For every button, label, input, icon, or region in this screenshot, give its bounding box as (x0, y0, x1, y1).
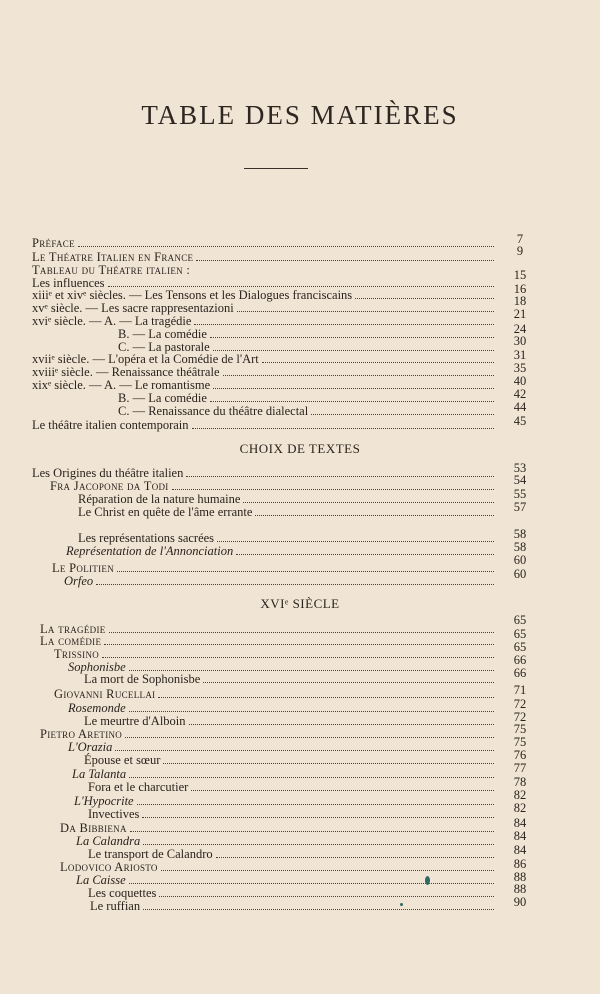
toc-entry (32, 727, 498, 741)
toc-entry-title: La Talanta (72, 767, 127, 781)
toc-entry-title: Sophonisbe (68, 660, 126, 674)
toc-entry (32, 753, 498, 767)
toc-entry-title: Orfeo (64, 574, 94, 588)
dot-leader (117, 562, 494, 572)
toc-entry-title: Le Christ en quête de l'âme errante (78, 505, 253, 519)
toc-entry-title: Invectives (88, 807, 140, 821)
toc-entry (32, 391, 498, 405)
dot-leader (243, 493, 494, 503)
dot-leader (129, 768, 494, 778)
toc-entry (32, 634, 498, 648)
toc-entry (32, 479, 498, 493)
toc-page-number: 58 (513, 540, 527, 554)
toc-page-number: 9 (516, 244, 524, 258)
dot-leader (96, 575, 494, 585)
toc-page-number: 72 (513, 710, 527, 724)
toc-entry-title: xviiᵉ siècle. — L'opéra et la Comédie de l'Art (32, 352, 259, 366)
toc-page-number: 35 (513, 361, 527, 375)
toc-page-number: 84 (513, 843, 527, 857)
dot-leader (159, 887, 494, 897)
dot-leader (236, 545, 494, 555)
toc-entry-title: Le Théatre Italien en France (32, 250, 194, 264)
toc-entry-title: C. — Renaissance du théâtre dialectal (118, 404, 309, 418)
toc-entry-title: La Calandra (76, 834, 141, 848)
toc-entry-title: Réparation de la nature humaine (78, 492, 241, 506)
dot-leader (143, 900, 494, 910)
toc-entry (32, 352, 498, 366)
toc-page-number: 66 (513, 653, 527, 667)
toc-entry (32, 687, 498, 701)
dot-leader (217, 532, 494, 542)
toc-entry-title: xiiiᵉ et xivᵉ siècles. — Les Tensons et les Dialogues franciscains (32, 288, 353, 302)
dot-leader (192, 419, 494, 429)
toc-entry (32, 860, 498, 874)
toc-entry (32, 847, 498, 861)
dot-leader (109, 623, 494, 633)
toc-page-number: 71 (513, 683, 527, 697)
toc-entry (32, 714, 498, 728)
dot-leader (78, 237, 494, 247)
toc-entry (32, 647, 498, 661)
dot-leader (129, 702, 494, 712)
toc-entry (32, 418, 498, 432)
dot-leader (108, 277, 494, 287)
toc-page-number: 65 (513, 627, 527, 641)
toc-page-number: 54 (513, 473, 527, 487)
dot-leader (129, 874, 494, 884)
toc-entry (32, 561, 498, 575)
toc-page-number: 75 (513, 735, 527, 749)
toc-page-number: 88 (513, 870, 527, 884)
dot-leader (311, 405, 494, 415)
dot-leader (237, 302, 494, 312)
dot-leader (104, 635, 494, 645)
ink-speck (425, 876, 430, 885)
toc-entry-title: Préface (32, 236, 75, 250)
dot-leader (203, 673, 494, 683)
toc-page-number: 84 (513, 829, 527, 843)
toc-entry-title: Le ruffian (90, 899, 141, 913)
toc-entry-title: Représentation de l'Annonciation (66, 544, 234, 558)
section-heading-xvi: XVIᵉ SIÈCLE (260, 596, 340, 611)
toc-entry-title: L'Orazia (68, 740, 113, 754)
dot-leader (137, 795, 494, 805)
toc-entry (32, 821, 498, 835)
toc-entry (32, 767, 498, 781)
toc-entry-title: Fra Jacopone da Todi (50, 479, 169, 493)
toc-page-number: 16 (513, 282, 527, 296)
toc-page-number: 86 (513, 857, 527, 871)
toc-entry (32, 365, 498, 379)
toc-entry (32, 531, 498, 545)
toc-entry (32, 301, 498, 315)
section-heading-choix: CHOIX DE TEXTES (239, 441, 361, 456)
toc-entry-title: Fora et le charcutier (88, 780, 189, 794)
toc-entry-title: Le meurtre d'Alboin (84, 714, 186, 728)
dot-leader (129, 661, 494, 671)
toc-entry (32, 899, 498, 913)
dot-leader (163, 754, 494, 764)
toc-entry (32, 466, 498, 480)
toc-page-number: 60 (513, 567, 527, 581)
toc-entry-title: Da Bibbiena (60, 821, 127, 835)
toc-page-number: 57 (513, 500, 527, 514)
dot-leader (172, 480, 494, 490)
toc-page-number: 40 (513, 374, 527, 388)
toc-page-number: 45 (513, 414, 527, 428)
toc-entry-title: xviiiᵉ siècle. — Renaissance théâtrale (32, 365, 220, 379)
toc-entry-title: L'Hypocrite (74, 794, 134, 808)
toc-entry-title: Les représentations sacrées (78, 531, 215, 545)
toc-entry (32, 672, 498, 686)
dot-leader (189, 715, 494, 725)
toc-entry-title: Rosemonde (68, 701, 126, 715)
toc-entry (32, 505, 498, 519)
toc-entry-title: Lodovico Ariosto (60, 860, 158, 874)
toc-entry (32, 701, 498, 715)
toc-page-number: 77 (513, 761, 527, 775)
dot-leader (115, 741, 494, 751)
toc-entry (32, 378, 498, 392)
toc-page-number: 72 (513, 697, 527, 711)
toc-entry (32, 794, 498, 808)
dot-leader (216, 848, 494, 858)
toc-entry (32, 288, 498, 302)
toc-entry-title: Trissino (54, 647, 100, 661)
dot-leader (193, 265, 494, 274)
toc-entry (32, 327, 498, 341)
toc-entry (32, 250, 498, 264)
toc-entry-title: Épouse et sœur (84, 753, 161, 767)
toc-entry-title: Tableau du Théatre italien : (32, 263, 191, 277)
toc-page-number: 90 (513, 895, 527, 909)
ink-speck (400, 903, 403, 906)
dot-leader (223, 366, 494, 376)
dot-leader (355, 289, 494, 299)
dot-leader (130, 822, 494, 832)
dot-leader (158, 688, 494, 698)
toc-entry (32, 834, 498, 848)
toc-page-number: 53 (513, 461, 527, 475)
toc-entry-title: xixᵉ siècle. — A. — Le romantisme (32, 378, 211, 392)
toc-page-number: 7 (516, 232, 524, 246)
dot-leader (191, 781, 494, 791)
toc-entry-title: La Caisse (76, 873, 126, 887)
toc-entry-title: xvᵉ siècle. — Les sacre rappresentazioni (32, 301, 234, 315)
toc-page-number: 84 (513, 816, 527, 830)
toc-page-number: 30 (513, 334, 527, 348)
toc-entry (32, 574, 498, 588)
dot-leader (102, 648, 494, 658)
toc-page-number: 58 (513, 527, 527, 541)
toc-page-number: 65 (513, 640, 527, 654)
toc-entry-title: C. — La pastorale (118, 340, 210, 354)
toc-entry-title: B. — La comédie (118, 327, 207, 341)
dot-leader (213, 379, 494, 389)
toc-entry (32, 740, 498, 754)
toc-page-number: 88 (513, 882, 527, 896)
toc-page-number: 78 (513, 775, 527, 789)
toc-page-number: 55 (513, 487, 527, 501)
toc-entry-title: Giovanni Rucellai (54, 687, 156, 701)
toc-entry-title: Les influences (32, 276, 105, 290)
toc-entry (32, 492, 498, 506)
toc-entry-title: La tragédie (40, 622, 106, 636)
dot-leader (125, 728, 494, 738)
toc-page-number: 60 (513, 553, 527, 567)
dot-leader (262, 353, 494, 363)
dot-leader (210, 328, 494, 338)
toc-page-number: 31 (513, 348, 527, 362)
toc-page-number: 76 (513, 748, 527, 762)
dot-leader (210, 392, 494, 402)
toc-entry (32, 263, 498, 277)
dot-leader (142, 808, 494, 818)
toc-entry (32, 236, 498, 250)
toc-entry-title: Le transport de Calandro (88, 847, 213, 861)
toc-page-number: 15 (513, 268, 527, 282)
toc-entry (32, 886, 498, 900)
dot-leader (143, 835, 494, 845)
toc-page-number: 75 (513, 722, 527, 736)
toc-entry (32, 404, 498, 418)
toc-page-number: 18 (513, 294, 527, 308)
toc-page-number: 24 (513, 322, 527, 336)
dot-leader (255, 506, 494, 516)
dot-leader (196, 251, 494, 261)
toc-entry (32, 544, 498, 558)
toc-page-number: 66 (513, 666, 527, 680)
toc-page-number: 21 (513, 307, 527, 321)
toc-entry-title: La mort de Sophonisbe (84, 672, 201, 686)
toc-entry-title: Le théâtre italien contemporain (32, 418, 189, 432)
toc-entry-title: Les coquettes (88, 886, 157, 900)
page-title: TABLE DES MATIÈRES (141, 100, 459, 130)
toc-entry-title: Les Origines du théâtre italien (32, 466, 184, 480)
toc-entry-title: Le Politien (52, 561, 114, 575)
toc-page-number: 42 (513, 387, 527, 401)
toc-entry-title: xviᵉ siècle. — A. — La tragédie (32, 314, 192, 328)
toc-entry-title: La comédie (40, 634, 102, 648)
toc-page-number: 44 (513, 400, 527, 414)
toc-entry (32, 780, 498, 794)
toc-entry-title: Pietro Aretino (40, 727, 123, 741)
dot-leader (186, 467, 494, 477)
toc-page-number: 82 (513, 801, 527, 815)
toc-entry (32, 314, 498, 328)
toc-entry-title: B. — La comédie (118, 391, 207, 405)
toc-page-number: 82 (513, 788, 527, 802)
toc-page-number: 65 (513, 613, 527, 627)
dot-leader (194, 315, 494, 325)
toc-entry (32, 807, 498, 821)
dot-leader (161, 861, 494, 871)
dot-leader (213, 341, 494, 351)
